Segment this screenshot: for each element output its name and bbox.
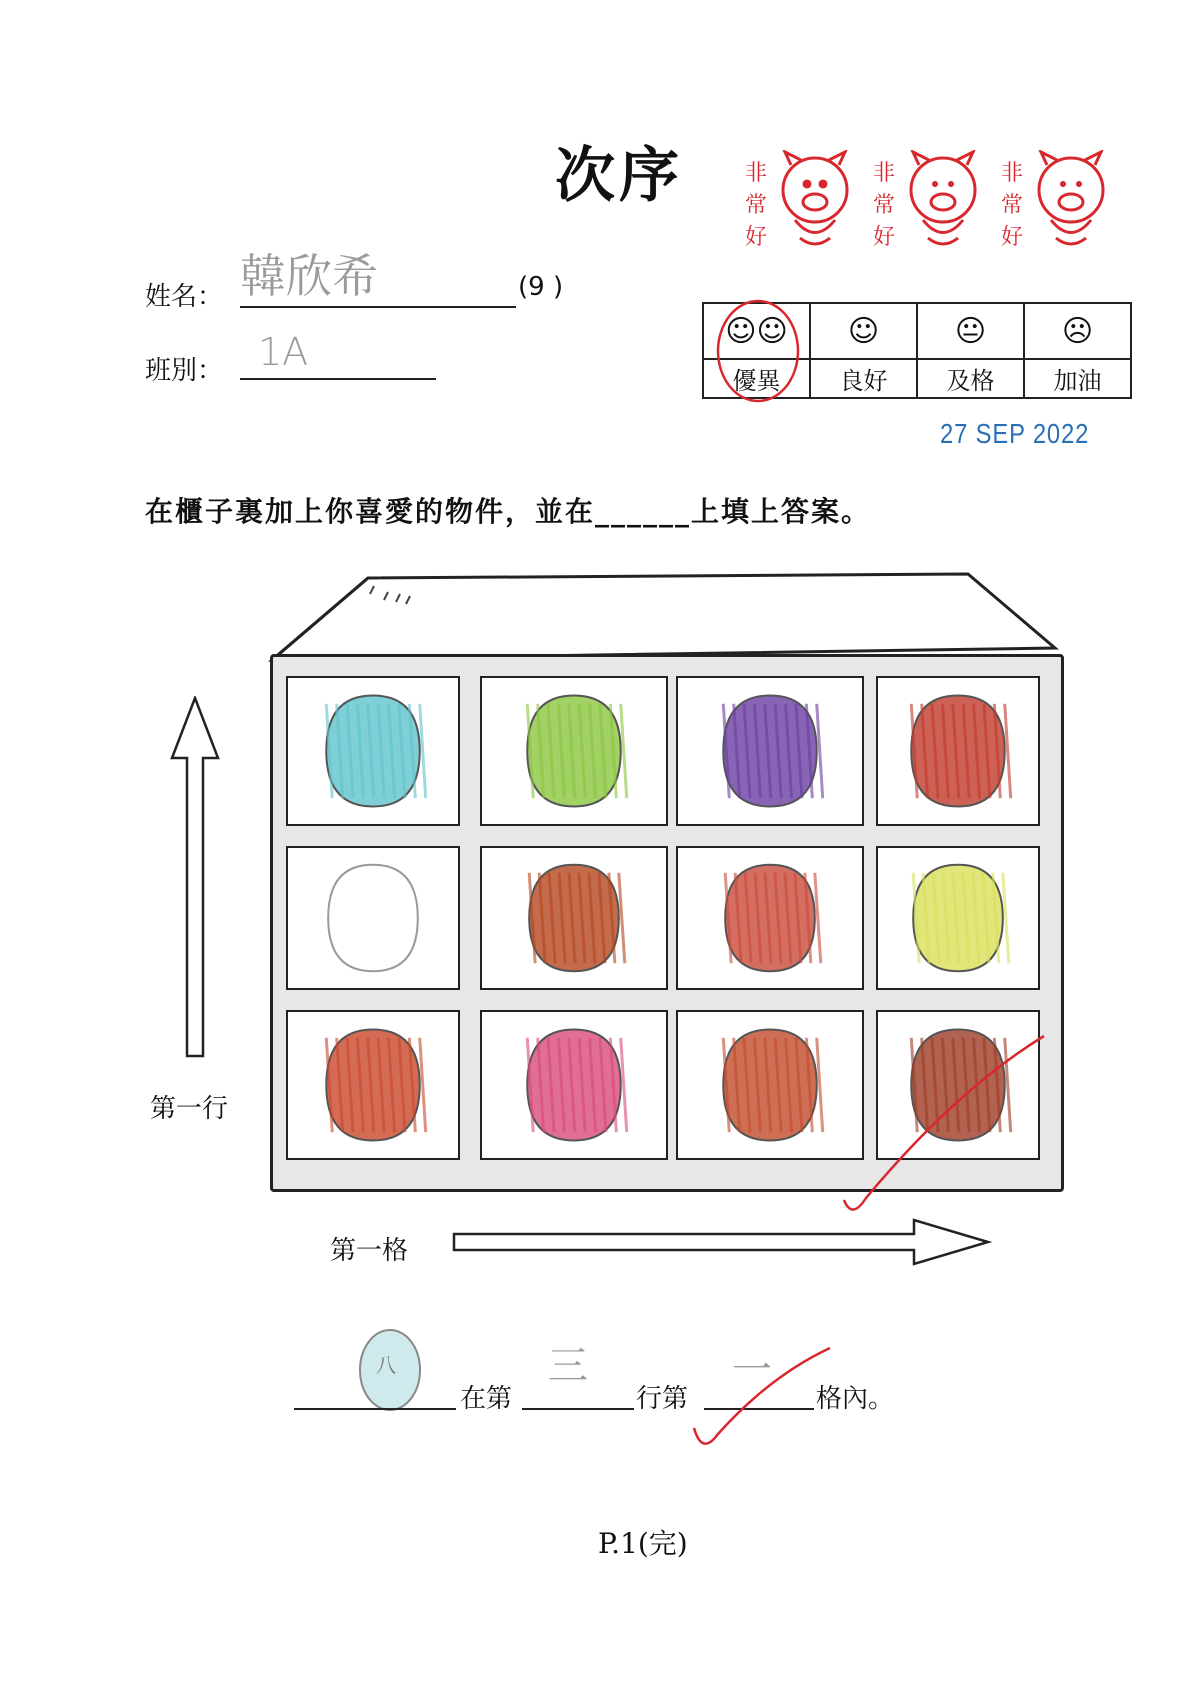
cabinet-cell [480,1010,668,1160]
svg-text:非: 非 [1001,161,1024,186]
answer-column-value: 一 [732,1347,772,1393]
date-stamp: 27 SEP 2022 [940,418,1090,449]
instruction: 在櫃子裏加上你喜愛的物件，並在______上填上答案。 [145,495,872,528]
answer-egg-icon [352,1320,432,1420]
answer-row-underline [522,1408,634,1410]
face-pass: 😐 [917,303,1024,359]
rating-label-good: 良好 [810,359,917,398]
cabinet-cell [480,846,668,990]
svg-text:非: 非 [873,161,896,186]
easter-egg-icon [288,678,458,824]
rating-label-try: 加油 [1024,359,1131,398]
check-mark-icon [836,1030,1056,1220]
cabinet-cell [286,1010,460,1160]
right-arrow-icon [452,1218,992,1266]
svg-text:八: 八 [376,1353,396,1377]
cabinet-cell [876,676,1040,826]
heart-icon [678,848,862,988]
svg-text:好: 好 [745,225,768,250]
svg-text:非: 非 [745,161,768,186]
rating-label-pass: 及格 [917,359,1024,398]
svg-text:常: 常 [873,193,896,218]
green-scribble-icon [482,678,666,824]
selected-circle-icon [710,296,810,406]
page-title: 次序 [555,141,683,211]
svg-text:好: 好 [873,225,896,250]
class-underline [240,378,436,380]
cabinet-cell [286,846,460,990]
face-excellent: ☺☺ [703,303,810,359]
rating-excellent-text: 優異 [732,367,781,395]
answer-column-prefix: 行第 [636,1384,689,1414]
cabinet-cell [676,676,864,826]
purple-scribble-icon [678,678,862,824]
bunny-doll-icon [878,678,1038,824]
face-good: ☺ [810,303,917,359]
answer-suffix: 格內。 [816,1384,895,1414]
svg-text:常: 常 [1001,193,1024,218]
page-number: P.1(完) [598,1527,688,1560]
cabinet-cell [676,846,864,990]
answer-row-prefix: 在第 [460,1384,513,1414]
class-value: 1A [258,330,309,374]
cabinet-cell [286,676,460,826]
cat-face-icon [288,848,458,988]
red-ball-icon [678,1012,862,1158]
row-label: 第一行 [150,1094,229,1124]
class-label: 班別： [145,356,224,386]
pig-stamps-icon [745,150,1125,270]
class-number: (9 ) [518,272,564,302]
fairy-girl-icon [482,1012,666,1158]
stamp-1 [745,161,767,250]
yellow-toy-icon [878,848,1038,988]
orange-animal-icon [288,1012,458,1158]
answer-check-icon [690,1346,840,1456]
up-arrow-icon [170,696,220,1060]
name-label: 姓名： [145,282,224,312]
name-value: 韓欣希 [240,249,378,303]
face-try: ☹ [1024,303,1131,359]
svg-text:好: 好 [1001,225,1024,250]
answer-object-underline [294,1408,456,1410]
cabinet-cell [876,846,1040,990]
svg-text:常: 常 [745,193,768,218]
answer-row-value: 三 [548,1343,588,1389]
name-underline [240,306,516,308]
brown-animal-icon [482,848,666,988]
cabinet-cell [480,676,668,826]
column-label: 第一格 [330,1236,409,1266]
stamp-group [745,150,1125,270]
